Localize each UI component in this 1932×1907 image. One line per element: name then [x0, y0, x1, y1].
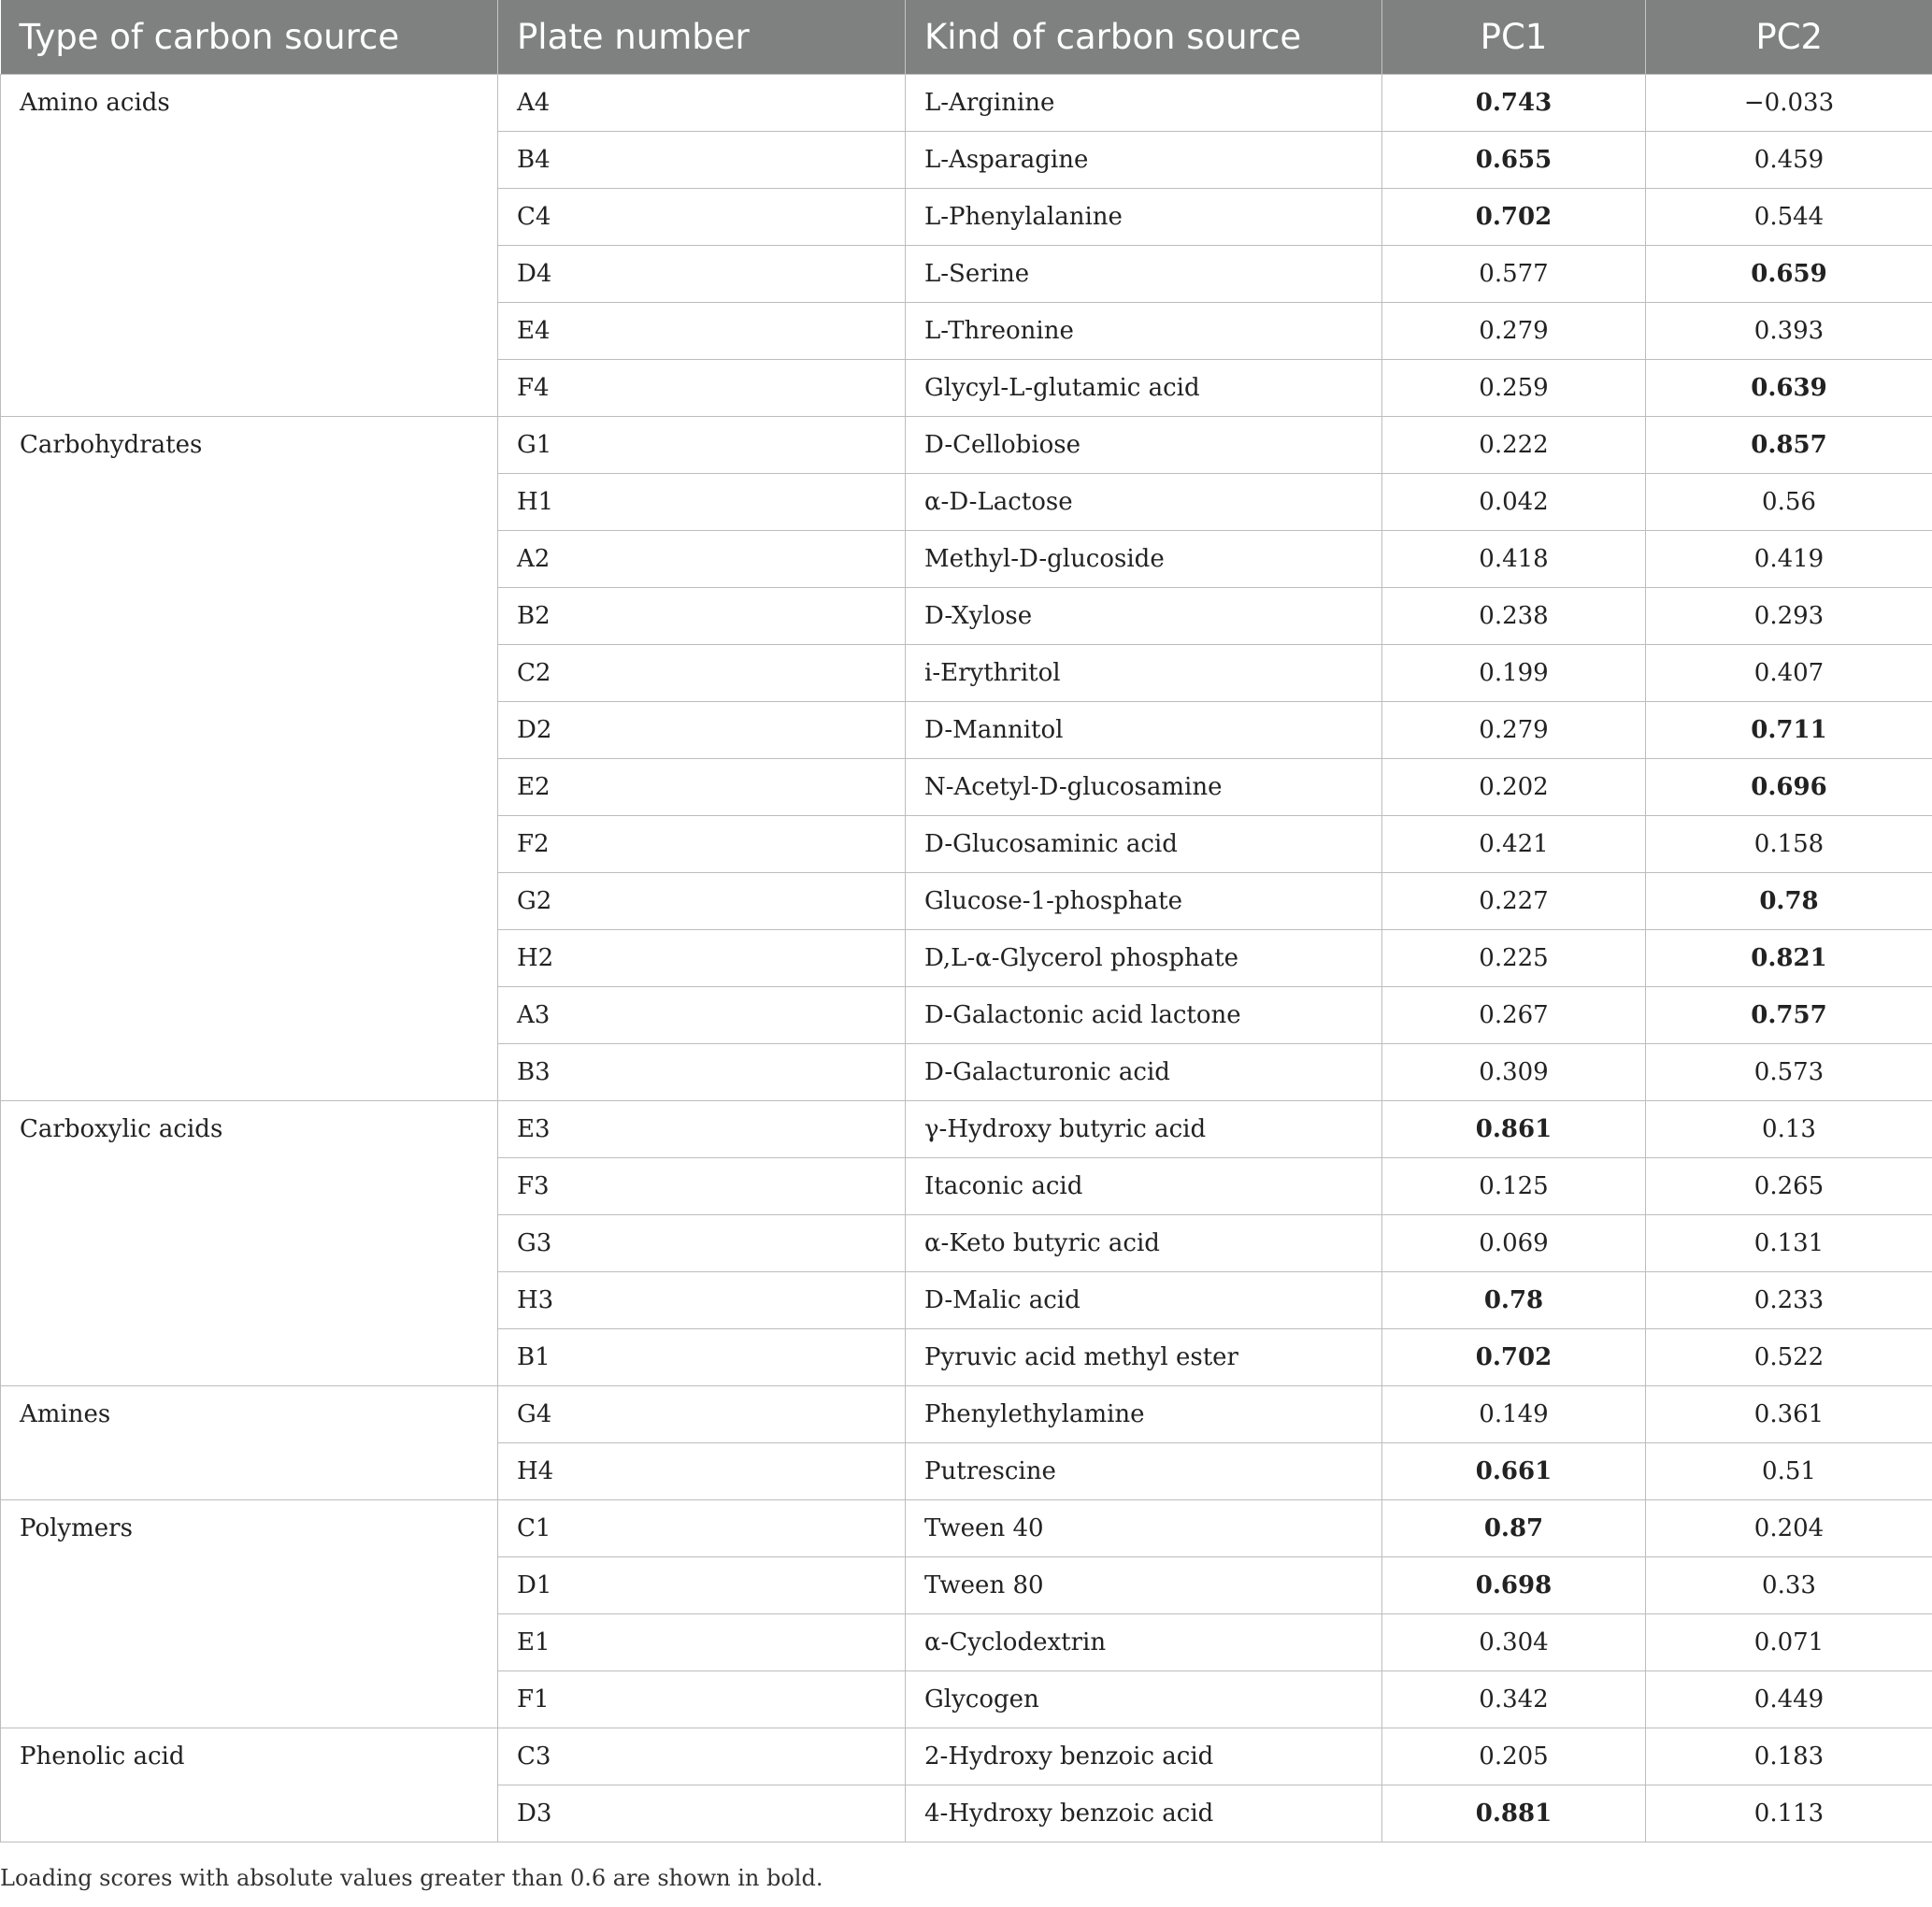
carbon-source-name: Tween 80: [906, 1556, 1382, 1613]
pc2-value: 0.56: [1646, 473, 1932, 530]
table-row: [1, 1100, 1932, 1157]
pc2-value: 0.544: [1646, 188, 1932, 245]
table-body: [1, 74, 1932, 1842]
carbon-source-name: D-Glucosaminic acid: [906, 815, 1382, 872]
pc2-value: 0.393: [1646, 302, 1932, 359]
plate-number: H1: [498, 473, 906, 530]
pc1-value: 0.279: [1382, 302, 1646, 359]
carbon-source-name: L-Serine: [906, 245, 1382, 302]
plate-number: H3: [498, 1271, 906, 1328]
plate-number: A4: [498, 74, 906, 131]
pc2-value: 0.293: [1646, 587, 1932, 644]
pc2-value: 0.696: [1646, 758, 1932, 815]
plate-number: G4: [498, 1385, 906, 1442]
pc1-value: 0.702: [1382, 1328, 1646, 1385]
plate-number: G2: [498, 872, 906, 929]
pc1-value: 0.259: [1382, 359, 1646, 416]
header-type: Type of carbon source: [1, 0, 498, 74]
pc2-value: 0.265: [1646, 1157, 1932, 1214]
pc1-value: 0.222: [1382, 416, 1646, 473]
carbon-source-name: γ-Hydroxy butyric acid: [906, 1100, 1382, 1157]
pc1-value: 0.87: [1382, 1499, 1646, 1556]
plate-number: C4: [498, 188, 906, 245]
carbon-source-name: Glycogen: [906, 1670, 1382, 1728]
carbon-source-type: Carbohydrates: [1, 416, 498, 1100]
carbon-source-name: L-Threonine: [906, 302, 1382, 359]
pc1-value: 0.421: [1382, 815, 1646, 872]
carbon-source-type: Polymers: [1, 1499, 498, 1728]
pc1-value: 0.225: [1382, 929, 1646, 986]
plate-number: D4: [498, 245, 906, 302]
carbon-source-name: α-Keto butyric acid: [906, 1214, 1382, 1271]
pc1-value: 0.304: [1382, 1613, 1646, 1670]
plate-number: H4: [498, 1442, 906, 1499]
carbon-source-name: α-Cyclodextrin: [906, 1613, 1382, 1670]
header-kind: Kind of carbon source: [906, 0, 1382, 74]
plate-number: F1: [498, 1670, 906, 1728]
plate-number: D2: [498, 701, 906, 758]
pc2-value: 0.419: [1646, 530, 1932, 587]
pc2-value: −0.033: [1646, 74, 1932, 131]
pc1-value: 0.125: [1382, 1157, 1646, 1214]
pc1-value: 0.342: [1382, 1670, 1646, 1728]
header-pc2: PC2: [1646, 0, 1932, 74]
pc2-value: 0.071: [1646, 1613, 1932, 1670]
pc2-value: 0.13: [1646, 1100, 1932, 1157]
pc2-value: 0.573: [1646, 1043, 1932, 1100]
carbon-source-name: Glucose-1-phosphate: [906, 872, 1382, 929]
plate-number: B2: [498, 587, 906, 644]
carbon-source-type: Phenolic acid: [1, 1728, 498, 1842]
header-row: [1, 0, 1932, 74]
plate-number: C3: [498, 1728, 906, 1785]
pc2-value: 0.659: [1646, 245, 1932, 302]
plate-number: F3: [498, 1157, 906, 1214]
plate-number: B4: [498, 131, 906, 188]
carbon-source-name: D,L-α-Glycerol phosphate: [906, 929, 1382, 986]
table-row: [1, 1385, 1932, 1442]
carbon-source-name: L-Phenylalanine: [906, 188, 1382, 245]
plate-number: F4: [498, 359, 906, 416]
table-row: [1, 1499, 1932, 1556]
plate-number: E1: [498, 1613, 906, 1670]
pc1-value: 0.309: [1382, 1043, 1646, 1100]
pc1-value: 0.227: [1382, 872, 1646, 929]
pc2-value: 0.407: [1646, 644, 1932, 701]
pc1-value: 0.78: [1382, 1271, 1646, 1328]
plate-number: A2: [498, 530, 906, 587]
plate-number: B1: [498, 1328, 906, 1385]
plate-number: C1: [498, 1499, 906, 1556]
header-plate: Plate number: [498, 0, 906, 74]
pc2-value: 0.33: [1646, 1556, 1932, 1613]
carbon-source-name: α-D-Lactose: [906, 473, 1382, 530]
pc1-value: 0.202: [1382, 758, 1646, 815]
plate-number: E3: [498, 1100, 906, 1157]
carbon-source-name: Phenylethylamine: [906, 1385, 1382, 1442]
pc1-value: 0.199: [1382, 644, 1646, 701]
pc2-value: 0.757: [1646, 986, 1932, 1043]
plate-number: A3: [498, 986, 906, 1043]
pc2-value: 0.522: [1646, 1328, 1932, 1385]
carbon-source-name: Pyruvic acid methyl ester: [906, 1328, 1382, 1385]
pc2-value: 0.361: [1646, 1385, 1932, 1442]
pc1-value: 0.238: [1382, 587, 1646, 644]
pc1-value: 0.702: [1382, 188, 1646, 245]
plate-number: H2: [498, 929, 906, 986]
pc2-value: 0.821: [1646, 929, 1932, 986]
pc1-value: 0.279: [1382, 701, 1646, 758]
carbon-source-name: D-Galactonic acid lactone: [906, 986, 1382, 1043]
plate-number: G3: [498, 1214, 906, 1271]
pc2-value: 0.459: [1646, 131, 1932, 188]
pc1-value: 0.205: [1382, 1728, 1646, 1785]
table-row: [1, 416, 1932, 473]
carbon-source-type: Amines: [1, 1385, 498, 1499]
carbon-source-name: D-Cellobiose: [906, 416, 1382, 473]
plate-number: C2: [498, 644, 906, 701]
pc2-value: 0.711: [1646, 701, 1932, 758]
table-row: [1, 1728, 1932, 1785]
pc2-value: 0.449: [1646, 1670, 1932, 1728]
carbon-source-type: Carboxylic acids: [1, 1100, 498, 1385]
header-pc1: PC1: [1382, 0, 1646, 74]
pc2-value: 0.183: [1646, 1728, 1932, 1785]
carbon-source-name: L-Arginine: [906, 74, 1382, 131]
pc1-value: 0.069: [1382, 1214, 1646, 1271]
pc2-value: 0.233: [1646, 1271, 1932, 1328]
carbon-source-name: D-Mannitol: [906, 701, 1382, 758]
pc2-value: 0.857: [1646, 416, 1932, 473]
pc1-value: 0.655: [1382, 131, 1646, 188]
pc2-value: 0.204: [1646, 1499, 1932, 1556]
carbon-source-name: 4-Hydroxy benzoic acid: [906, 1785, 1382, 1842]
plate-number: E4: [498, 302, 906, 359]
carbon-source-name: Glycyl-L-glutamic acid: [906, 359, 1382, 416]
pc2-value: 0.639: [1646, 359, 1932, 416]
carbon-source-name: i-Erythritol: [906, 644, 1382, 701]
carbon-source-name: L-Asparagine: [906, 131, 1382, 188]
pc1-value: 0.042: [1382, 473, 1646, 530]
pc1-value: 0.661: [1382, 1442, 1646, 1499]
carbon-source-name: D-Xylose: [906, 587, 1382, 644]
pc2-value: 0.158: [1646, 815, 1932, 872]
pc1-value: 0.881: [1382, 1785, 1646, 1842]
pc1-value: 0.743: [1382, 74, 1646, 131]
pc1-value: 0.698: [1382, 1556, 1646, 1613]
plate-number: D3: [498, 1785, 906, 1842]
pc2-value: 0.78: [1646, 872, 1932, 929]
carbon-source-name: Methyl-D-glucoside: [906, 530, 1382, 587]
plate-number: D1: [498, 1556, 906, 1613]
plate-number: E2: [498, 758, 906, 815]
pc2-value: 0.113: [1646, 1785, 1932, 1842]
carbon-source-name: Tween 40: [906, 1499, 1382, 1556]
carbon-source-name: N-Acetyl-D-glucosamine: [906, 758, 1382, 815]
table-footnote: Loading scores with absolute values greater than 0.6 are shown in bold.: [0, 1865, 823, 1891]
carbon-source-type: Amino acids: [1, 74, 498, 416]
pc1-value: 0.577: [1382, 245, 1646, 302]
carbon-source-name: Itaconic acid: [906, 1157, 1382, 1214]
pc1-value: 0.267: [1382, 986, 1646, 1043]
pc2-value: 0.51: [1646, 1442, 1932, 1499]
table-row: [1, 74, 1932, 131]
plate-number: F2: [498, 815, 906, 872]
table-header: [1, 0, 1932, 74]
pc1-value: 0.149: [1382, 1385, 1646, 1442]
pc1-value: 0.861: [1382, 1100, 1646, 1157]
plate-number: B3: [498, 1043, 906, 1100]
carbon-source-name: D-Galacturonic acid: [906, 1043, 1382, 1100]
plate-number: G1: [498, 416, 906, 473]
carbon-source-name: D-Malic acid: [906, 1271, 1382, 1328]
carbon-source-name: 2-Hydroxy benzoic acid: [906, 1728, 1382, 1785]
carbon-source-name: Putrescine: [906, 1442, 1382, 1499]
pc1-value: 0.418: [1382, 530, 1646, 587]
pc2-value: 0.131: [1646, 1214, 1932, 1271]
